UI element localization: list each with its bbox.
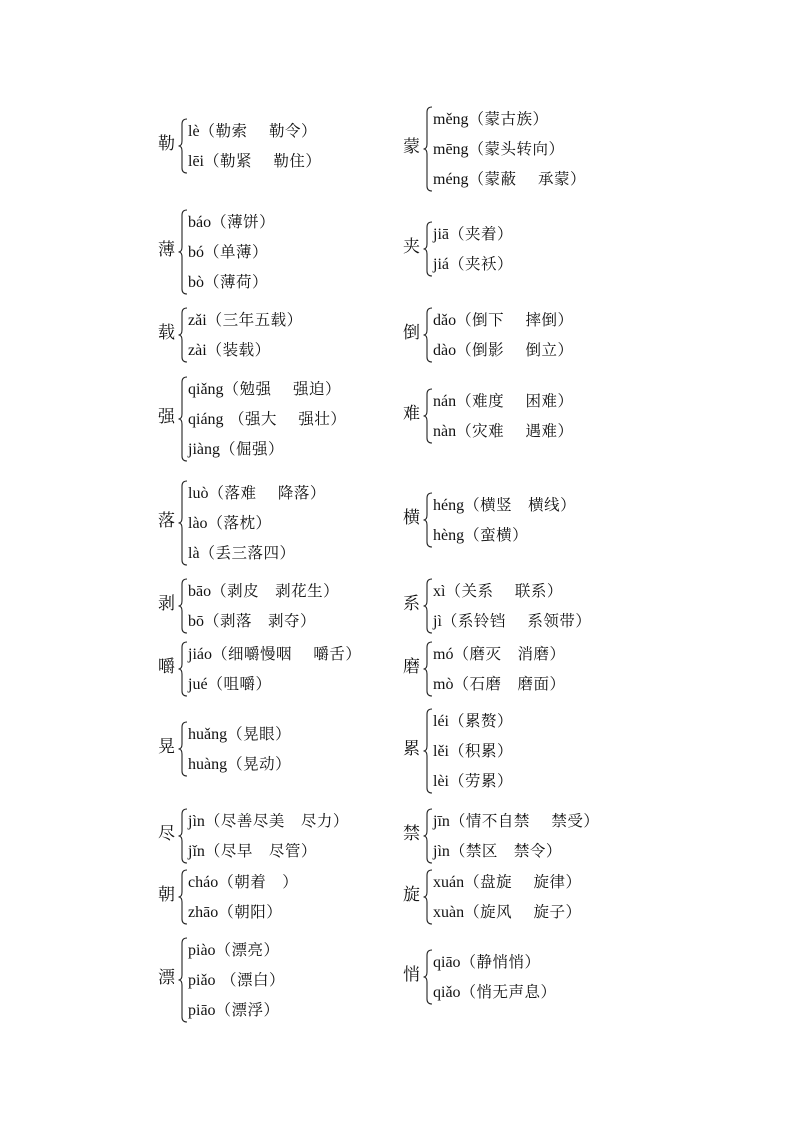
reading-list xyxy=(188,374,346,464)
reading-list xyxy=(433,806,599,866)
pinyin: nàn xyxy=(433,423,457,440)
pinyin: lè xyxy=(188,123,200,140)
headword-character: 磨 xyxy=(403,657,420,677)
reading-list xyxy=(433,104,586,194)
pinyin: bò xyxy=(188,274,204,291)
brace-icon xyxy=(423,869,433,925)
pinyin: jiàng xyxy=(188,441,220,458)
pinyin: jué xyxy=(188,676,208,693)
brace-icon xyxy=(178,376,188,462)
example-words: （咀嚼） xyxy=(207,675,272,693)
reading-line xyxy=(433,897,582,927)
reading-line xyxy=(433,836,599,866)
reading-line xyxy=(188,806,349,836)
example-words: （夹着） xyxy=(449,225,514,243)
brace-icon xyxy=(423,492,433,548)
reading-list xyxy=(188,305,303,365)
headword-character: 禁 xyxy=(403,824,420,844)
brace-icon xyxy=(178,118,188,174)
reading-line xyxy=(433,977,557,1007)
headword-character: 系 xyxy=(403,594,420,614)
reading-line xyxy=(433,947,557,977)
reading-list xyxy=(188,478,326,568)
pinyin: dào xyxy=(433,342,457,359)
brace xyxy=(178,721,188,777)
reading-list xyxy=(433,639,565,699)
pinyin: lěi xyxy=(433,743,449,760)
reading-list xyxy=(188,719,291,779)
brace-icon xyxy=(178,808,188,864)
reading-line xyxy=(188,719,291,749)
example-words: （石磨 磨面） xyxy=(453,675,566,693)
reading-line xyxy=(188,116,321,146)
reading-line xyxy=(188,606,339,636)
pinyin: qiāo xyxy=(433,954,461,971)
example-words: （朝阳） xyxy=(218,903,283,921)
pinyin: lēi xyxy=(188,153,204,170)
pinyin: jiá xyxy=(433,256,449,273)
brace xyxy=(423,708,433,794)
headword-character: 薄 xyxy=(158,240,175,260)
pinyin: nán xyxy=(433,393,457,410)
brace-icon xyxy=(423,578,433,634)
reading-line xyxy=(188,538,326,568)
pinyin: piǎo xyxy=(188,972,216,989)
example-words: （剥皮 剥花生） xyxy=(211,582,340,600)
example-words: （灾难 遇难） xyxy=(456,422,574,440)
brace-icon xyxy=(178,307,188,363)
pinyin: jiáo xyxy=(188,646,212,663)
headword-character: 漂 xyxy=(158,968,175,988)
example-words: （积累） xyxy=(449,742,514,760)
pinyin: léi xyxy=(433,713,449,730)
example-words: （勒索 勒令） xyxy=(199,122,317,140)
brace xyxy=(178,578,188,634)
example-words: （三年五载） xyxy=(206,311,303,329)
example-words: （晃动） xyxy=(227,755,292,773)
brace-icon xyxy=(423,106,433,192)
example-words: （漂亮） xyxy=(215,941,280,959)
reading-line xyxy=(188,639,361,669)
example-words: （漂白） xyxy=(215,971,285,989)
example-words: （蛮横） xyxy=(464,526,529,544)
pinyin: jìn xyxy=(188,813,205,830)
brace xyxy=(423,578,433,634)
headword-character: 剥 xyxy=(158,594,175,614)
pinyin: xì xyxy=(433,583,446,600)
reading-line xyxy=(188,478,326,508)
example-words: （晃眼） xyxy=(227,725,292,743)
example-words: （单薄） xyxy=(204,243,269,261)
brace xyxy=(423,221,433,277)
reading-line xyxy=(433,669,565,699)
reading-list xyxy=(188,639,361,699)
reading-line xyxy=(188,935,285,965)
reading-line xyxy=(433,706,513,736)
reading-line xyxy=(188,995,285,1025)
pinyin: héng xyxy=(433,497,465,514)
pinyin: luò xyxy=(188,485,209,502)
reading-list xyxy=(188,576,339,636)
headword-character: 载 xyxy=(158,323,175,343)
brace-icon xyxy=(178,869,188,925)
reading-list xyxy=(188,935,285,1025)
example-words: （静悄悄） xyxy=(460,953,541,971)
example-words: （薄饼） xyxy=(211,213,276,231)
brace xyxy=(178,209,188,295)
example-words: （累赘） xyxy=(449,712,514,730)
example-words: （倒影 倒立） xyxy=(456,341,574,359)
pinyin: méng xyxy=(433,171,469,188)
pinyin: xuàn xyxy=(433,904,465,921)
example-words: （强大 强壮） xyxy=(223,410,347,428)
example-words: （勉强 强迫） xyxy=(223,380,341,398)
reading-line xyxy=(188,434,346,464)
reading-line xyxy=(433,134,586,164)
reading-line xyxy=(188,749,291,779)
brace-icon xyxy=(178,721,188,777)
pinyin: piào xyxy=(188,942,216,959)
example-words: （薄荷） xyxy=(204,273,269,291)
reading-line xyxy=(433,416,574,446)
headword-character: 悄 xyxy=(403,965,420,985)
example-words: （劳累） xyxy=(449,772,514,790)
pinyin: qiáng xyxy=(188,411,224,428)
brace xyxy=(423,949,433,1005)
example-words: （落枕） xyxy=(207,514,272,532)
example-words: （横竖 横线） xyxy=(464,496,577,514)
reading-list xyxy=(188,867,298,927)
reading-line xyxy=(433,249,513,279)
example-words: （剥落 剥夺） xyxy=(204,612,317,630)
example-words: （蒙古族） xyxy=(468,110,549,128)
example-words: （落难 降落） xyxy=(208,484,326,502)
pinyin: lèi xyxy=(433,773,449,790)
pinyin: jǐn xyxy=(188,843,205,860)
reading-list xyxy=(188,806,349,866)
reading-line xyxy=(188,267,275,297)
reading-line xyxy=(433,164,586,194)
pinyin: dǎo xyxy=(433,312,457,329)
brace-icon xyxy=(423,808,433,864)
example-words: （朝着 ） xyxy=(218,873,299,891)
headword-character: 难 xyxy=(403,404,420,424)
pinyin: cháo xyxy=(188,874,219,891)
example-words: （丢三落四） xyxy=(199,544,296,562)
pinyin: jì xyxy=(433,613,442,630)
reading-line xyxy=(433,490,576,520)
reading-line xyxy=(433,219,513,249)
example-words: （悄无声息） xyxy=(460,983,557,1001)
headword-character: 嚼 xyxy=(158,657,175,677)
brace-icon xyxy=(423,708,433,794)
reading-list xyxy=(433,947,557,1007)
example-words: （盘旋 旋律） xyxy=(464,873,582,891)
brace xyxy=(178,641,188,697)
pinyin: lào xyxy=(188,515,208,532)
pinyin: zhāo xyxy=(188,904,219,921)
headword-character: 横 xyxy=(403,508,420,528)
headword-character: 倒 xyxy=(403,323,420,343)
example-words: （系铃铛 系领带） xyxy=(441,612,592,630)
reading-line xyxy=(188,669,361,699)
brace xyxy=(178,937,188,1023)
pinyin: huǎng xyxy=(188,726,228,743)
brace xyxy=(423,307,433,363)
example-words: （倔强） xyxy=(220,440,285,458)
reading-line xyxy=(188,146,321,176)
reading-line xyxy=(188,335,303,365)
brace-icon xyxy=(178,641,188,697)
brace-icon xyxy=(423,307,433,363)
reading-line xyxy=(188,374,346,404)
headword-character: 勒 xyxy=(158,134,175,154)
example-words: （倒下 摔倒） xyxy=(456,311,574,329)
pinyin: bāo xyxy=(188,583,212,600)
brace xyxy=(423,492,433,548)
pinyin: xuán xyxy=(433,874,465,891)
brace-icon xyxy=(423,641,433,697)
reading-list xyxy=(188,207,275,297)
pinyin: jiā xyxy=(433,226,449,243)
headword-character: 晃 xyxy=(158,737,175,757)
example-words: （蒙蔽 承蒙） xyxy=(468,170,586,188)
example-words: （禁区 禁令） xyxy=(449,842,562,860)
example-words: （尽早 尽管） xyxy=(204,842,317,860)
reading-line xyxy=(433,335,574,365)
brace-icon xyxy=(178,578,188,634)
pinyin: mó xyxy=(433,646,454,663)
reading-list xyxy=(433,706,513,796)
brace-icon xyxy=(178,209,188,295)
reading-line xyxy=(188,576,339,606)
headword-character: 尽 xyxy=(158,824,175,844)
headword-character: 强 xyxy=(158,407,175,427)
pinyin: zài xyxy=(188,342,207,359)
reading-line xyxy=(433,576,591,606)
example-words: （磨灭 消磨） xyxy=(453,645,566,663)
headword-character: 累 xyxy=(403,739,420,759)
pinyin: mò xyxy=(433,676,454,693)
pinyin: měng xyxy=(433,111,469,128)
example-words: （关系 联系） xyxy=(445,582,563,600)
reading-line xyxy=(433,104,586,134)
pinyin: huàng xyxy=(188,756,228,773)
example-words: （尽善尽美 尽力） xyxy=(204,812,349,830)
example-words: （蒙头转向） xyxy=(468,140,565,158)
brace xyxy=(178,869,188,925)
brace-icon xyxy=(423,949,433,1005)
headword-character: 旋 xyxy=(403,885,420,905)
reading-line xyxy=(433,305,574,335)
reading-line xyxy=(188,836,349,866)
brace xyxy=(423,388,433,444)
reading-line xyxy=(433,520,576,550)
headword-character: 蒙 xyxy=(403,137,420,157)
pinyin: bō xyxy=(188,613,204,630)
reading-line xyxy=(188,237,275,267)
reading-line xyxy=(188,508,326,538)
example-words: （装载） xyxy=(206,341,271,359)
pinyin: piāo xyxy=(188,1002,216,1019)
pinyin: là xyxy=(188,545,200,562)
brace xyxy=(423,808,433,864)
reading-line xyxy=(433,639,565,669)
reading-list xyxy=(433,219,513,279)
example-words: （难度 困难） xyxy=(456,392,574,410)
headword-character: 夹 xyxy=(403,237,420,257)
pinyin: zǎi xyxy=(188,312,207,329)
example-words: （细嚼慢咽 嚼舌） xyxy=(212,645,362,663)
reading-list xyxy=(433,867,582,927)
reading-line xyxy=(433,766,513,796)
example-words: （漂浮） xyxy=(215,1001,280,1019)
brace-icon xyxy=(178,937,188,1023)
brace xyxy=(178,118,188,174)
reading-list xyxy=(433,386,574,446)
brace-icon xyxy=(423,221,433,277)
headword-character: 朝 xyxy=(158,885,175,905)
brace xyxy=(178,376,188,462)
pinyin: qiǎng xyxy=(188,381,224,398)
reading-list xyxy=(433,305,574,365)
reading-list xyxy=(433,490,576,550)
brace-icon xyxy=(178,480,188,566)
reading-line xyxy=(433,806,599,836)
reading-line xyxy=(433,386,574,416)
pinyin: jìn xyxy=(433,843,450,860)
pinyin: báo xyxy=(188,214,212,231)
example-words: （勒紧 勒住） xyxy=(204,152,322,170)
reading-line xyxy=(433,736,513,766)
pinyin: qiǎo xyxy=(433,984,461,1001)
reading-line xyxy=(188,305,303,335)
reading-line xyxy=(433,606,591,636)
reading-line xyxy=(188,404,346,434)
reading-line xyxy=(188,207,275,237)
pinyin: jīn xyxy=(433,813,450,830)
brace xyxy=(178,480,188,566)
reading-line xyxy=(433,867,582,897)
brace xyxy=(423,869,433,925)
reading-line xyxy=(188,965,285,995)
example-words: （旋风 旋子） xyxy=(464,903,582,921)
pinyin: mēng xyxy=(433,141,469,158)
reading-line xyxy=(188,867,298,897)
pinyin: hèng xyxy=(433,527,465,544)
reading-line xyxy=(188,897,298,927)
brace xyxy=(423,641,433,697)
headword-character: 落 xyxy=(158,511,175,531)
brace xyxy=(423,106,433,192)
example-words: （夹袄） xyxy=(449,255,514,273)
reading-list xyxy=(433,576,591,636)
brace xyxy=(178,808,188,864)
brace-icon xyxy=(423,388,433,444)
example-words: （情不自禁 禁受） xyxy=(449,812,600,830)
reading-list xyxy=(188,116,321,176)
pinyin: bó xyxy=(188,244,204,261)
brace xyxy=(178,307,188,363)
